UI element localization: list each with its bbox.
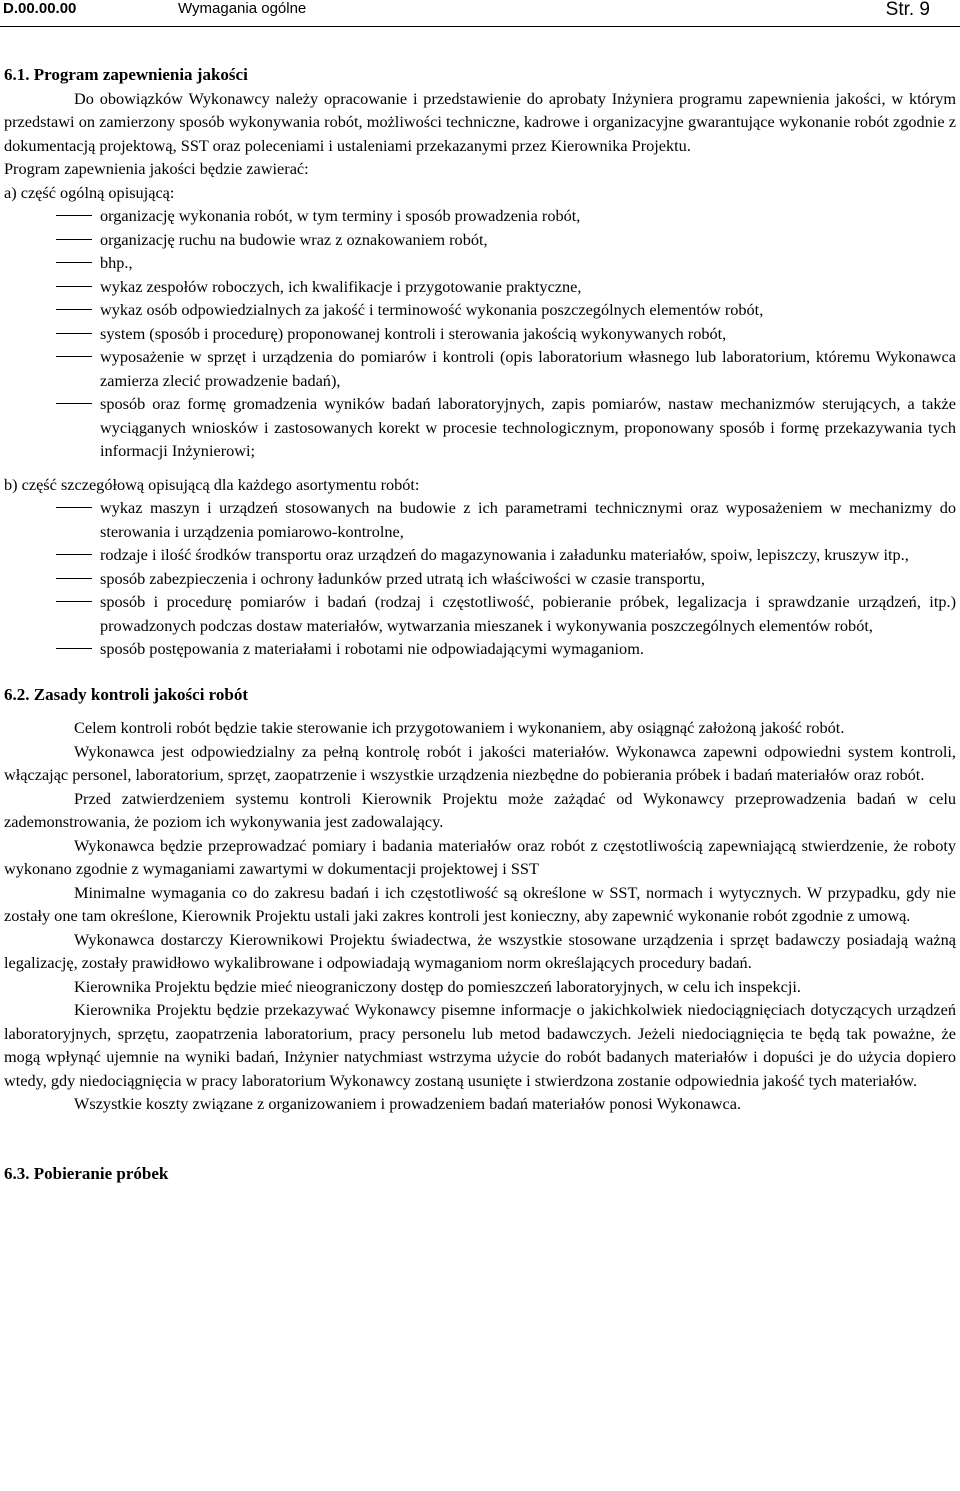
paragraph: Minimalne wymagania co do zakresu badań i ich częstotliwość są określone w SST, normach i wytycznych. W przypadku, gdy nie zostały one tam określone, Kierownik Projektu ustali jaki zakres kontroli jest konieczny, aby zapewnić wykonanie robót zgodnie z umową.: [4, 882, 956, 925]
list-item: sposób postępowania z materiałami i robotami nie odpowiadającymi wymaganiom.: [4, 637, 956, 661]
paragraph: Wykonawca będzie przeprowadzać pomiary i badania materiałów oraz robót z częstotliwością zapewniającą stwierdzenie, że roboty wykonano zgodnie z wymaganiami zawartymi w dokumentacji projektowej i SST: [4, 835, 956, 878]
list-item: wykaz osób odpowiedzialnych za jakość i terminowość wykonania poszczególnych elementów robót,: [4, 298, 956, 322]
list-item: organizację wykonania robót, w tym terminy i sposób prowadzenia robót,: [4, 204, 956, 228]
header-divider: [0, 26, 960, 27]
paragraph: Celem kontroli robót będzie takie sterowanie ich przygotowaniem i wykonaniem, aby osiągnąć założoną jakość robót.: [74, 718, 845, 737]
program-line: Program zapewnienia jakości będzie zawierać:: [4, 159, 309, 178]
part-a-list: [4, 204, 956, 463]
paragraph: Kierownika Projektu będzie przekazywać Wykonawcy pisemne informacje o jakichkolwiek niedociągnięciach dotyczących urządzeń laboratoryjnych, sprzętu, zaopatrzenia laboratorium, pracy personelu lub metod badawczych. Jeżeli niedociągnięcia te będą tak poważne, że mogą wpłynąć ujemnie na wyniki badań, Inżynier natychmiast wstrzyma użycie do robót badanych materiałów i dopuści je do użycia dopiero wtedy, gdy niedociągnięcia w pracy laboratorium Wykonawcy zostaną usunięte i stwierdzona zostanie odpowiednia jakość tych materiałów.: [4, 1000, 956, 1090]
paragraph: Wykonawca jest odpowiedzialny za pełną kontrolę robót i jakości materiałów. Wykonawca zapewni odpowiedni system kontroli, włączając personel, laboratorium, sprzęt, zaopatrzenie i wszystkie urządzenia niezbędne do pobierania próbek i badań materiałów oraz robót.: [4, 741, 956, 784]
list-item: system (sposób i procedurę) proponowanej kontroli i sterowania jakością wykonywanych robót,: [4, 322, 956, 346]
paragraph: Przed zatwierdzeniem systemu kontroli Kierownik Projektu może zażądać od Wykonawcy przeprowadzenia badań w celu zademonstrowania, że poziom ich wykonywania jest zadowalający.: [4, 788, 956, 831]
list-item: sposób oraz formę gromadzenia wyników badań laboratoryjnych, zapis pomiarów, nastaw mechanizmów sterujących, a także wyciąganych wniosków i zastosowanych korekt w procesie technologicznym, proponowany sposób i formę przekazywania tych informacji Inżynierowi;: [4, 392, 956, 463]
list-item: wyposażenie w sprzęt i urządzenia do pomiarów i kontroli (opis laboratorium własnego lub laboratorium, któremu Wykonawca zamierza zlecić prowadzenie badań),: [4, 345, 956, 392]
page-number: Str. 9: [885, 0, 930, 20]
list-item: sposób i procedurę pomiarów i badań (rodzaj i częstotliwość, pobieranie próbek, legalizacja i sprawdzanie urządzeń, itp.) prowadzonych podczas dostaw materiałów, wytwarzania mieszanek i wykonywania poszczególnych elementów robót,: [4, 590, 956, 637]
document-title: Wymagania ogólne: [178, 0, 307, 17]
section-heading-6-3: 6.3. Pobieranie próbek: [4, 1163, 169, 1183]
document-code: D.00.00.00: [3, 0, 77, 17]
section-6-1-intro: Do obowiązków Wykonawcy należy opracowanie i przedstawienie do aprobaty Inżyniera programu zapewnienia jakości, w którym przedstawi on zamierzony sposób wykonywania robót, możliwości techniczne, kadrowe i organizacyjne gwarantujące wykonanie robót zgodnie z dokumentacją projektową, SST oraz poleceniami i ustaleniami przekazanymi przez Kierownika Projektu.: [4, 88, 956, 155]
list-item: wykaz maszyn i urządzeń stosowanych na budowie z ich parametrami technicznymi oraz wyposażeniem w mechanizmy do sterowania i urządzenia pomiarowo-kontrolne,: [4, 496, 956, 543]
page-header: [0, 0, 960, 22]
list-item: organizację ruchu na budowie wraz z oznakowaniem robót,: [4, 228, 956, 252]
document-body: [4, 63, 956, 1185]
list-item: bhp.,: [4, 251, 956, 275]
part-a-label: a) część ogólną opisującą:: [4, 182, 175, 202]
paragraph: Wykonawca dostarczy Kierownikowi Projektu świadectwa, że wszystkie stosowane urządzenia i sprzęt badawczy posiadają ważną legalizację, zostały prawidłowo wykalibrowane i odpowiadają wymaganiom norm określających procedury badań.: [4, 929, 956, 972]
paragraph: Kierownika Projektu będzie mieć nieograniczony dostęp do pomieszczeń laboratoryjnych, w celu ich inspekcji.: [74, 976, 801, 996]
list-item: wykaz zespołów roboczych, ich kwalifikacje i przygotowanie praktyczne,: [4, 275, 956, 299]
part-b-label: b) część szczegółową opisującą dla każdego asortymentu robót:: [4, 474, 420, 494]
section-heading-6-1: 6.1. Program zapewnienia jakości: [4, 65, 248, 84]
part-b-list: [4, 496, 956, 661]
list-item: sposób zabezpieczenia i ochrony ładunków przed utratą ich właściwości w czasie transportu,: [4, 567, 956, 591]
section-heading-6-2: 6.2. Zasady kontroli jakości robót: [4, 684, 249, 704]
paragraph: Wszystkie koszty związane z organizowaniem i prowadzeniem badań materiałów ponosi Wykonawca.: [74, 1094, 742, 1113]
list-item: rodzaje i ilość środków transportu oraz urządzeń do magazynowania i załadunku materiałów, spoiw, lepiszczy, kruszyw itp.,: [4, 543, 956, 567]
